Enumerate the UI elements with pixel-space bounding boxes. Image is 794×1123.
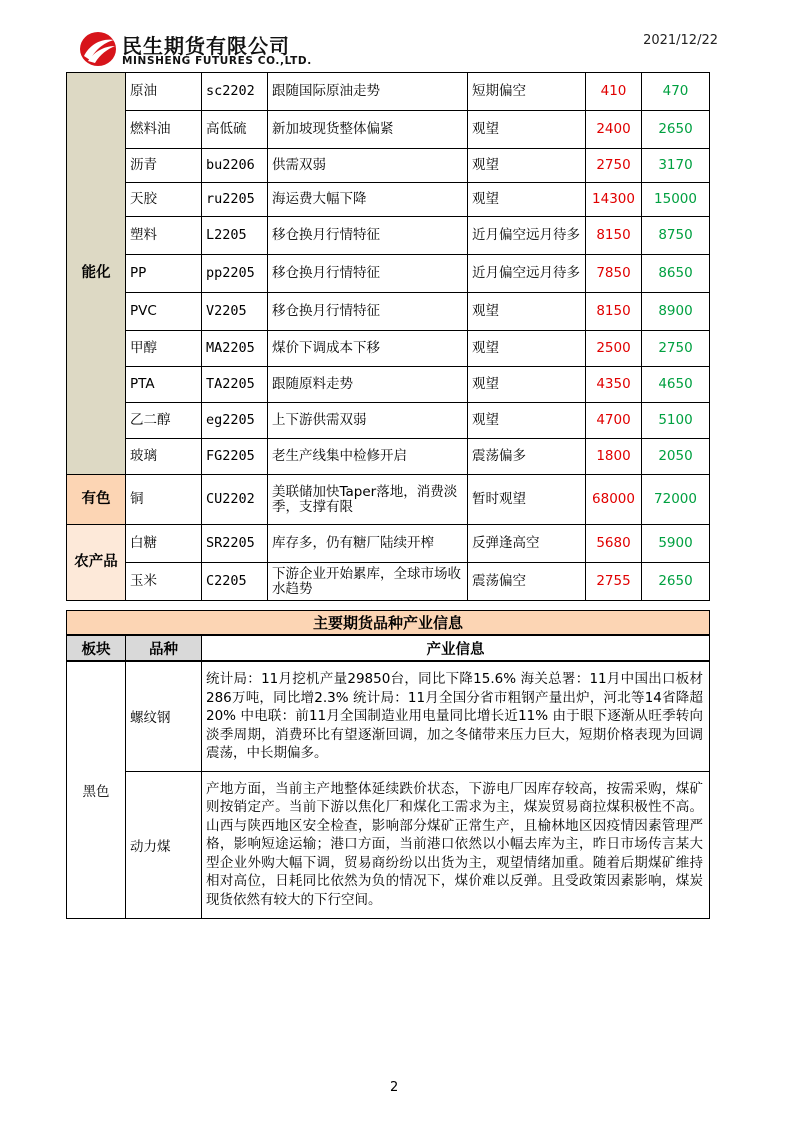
price-driver: 下游企业开始累库，全球市场收水趋势 <box>268 563 468 601</box>
company-logo <box>78 28 318 72</box>
variety-name: 玻璃 <box>126 439 202 475</box>
variety-name: PP <box>126 255 202 293</box>
report-date: 2021/12/22 <box>643 33 718 48</box>
sector-black: 黑色 <box>67 661 126 918</box>
variety-name: 塑料 <box>126 217 202 255</box>
trade-view: 观望 <box>468 293 586 331</box>
variety-name: 燃料油 <box>126 111 202 149</box>
price-driver: 移仓换月行情特征 <box>268 217 468 255</box>
contract-code: L2205 <box>202 217 268 255</box>
strategy-row <box>67 403 710 439</box>
contract-code: MA2205 <box>202 331 268 367</box>
page-number: 2 <box>390 1080 399 1095</box>
strategy-row <box>67 149 710 183</box>
resistance-level: 2650 <box>642 111 710 149</box>
company-name-cn: 民生期货有限公司 <box>122 34 290 58</box>
trade-view: 近月偏空远月待多 <box>468 217 586 255</box>
variety-name: PTA <box>126 367 202 403</box>
price-driver: 库存多，仍有糖厂陆续开榨 <box>268 525 468 563</box>
variety-name: 玉米 <box>126 563 202 601</box>
strategy-row <box>67 563 710 601</box>
contract-code: pp2205 <box>202 255 268 293</box>
price-driver: 海运费大幅下降 <box>268 183 468 217</box>
strategy-row <box>67 475 710 525</box>
contract-code: V2205 <box>202 293 268 331</box>
trade-view: 暂时观望 <box>468 475 586 525</box>
support-level: 8150 <box>586 293 642 331</box>
variety-name: 铜 <box>126 475 202 525</box>
resistance-level: 8650 <box>642 255 710 293</box>
support-level: 1800 <box>586 439 642 475</box>
strategy-row <box>67 439 710 475</box>
minsheng-logo-icon <box>78 30 118 68</box>
strategy-row <box>67 293 710 331</box>
trade-view: 观望 <box>468 331 586 367</box>
variety-thermal-coal: 动力煤 <box>126 771 202 918</box>
strategy-row <box>67 111 710 149</box>
variety-name: 沥青 <box>126 149 202 183</box>
sector-metals: 有色 <box>67 475 126 525</box>
strategy-row <box>67 255 710 293</box>
trade-view: 反弹逢高空 <box>468 525 586 563</box>
variety-name: 原油 <box>126 73 202 111</box>
info-thermal-coal: 产地方面，当前主产地整体延续跌价状态，下游电厂因库存较高，按需采购，煤矿则按销定产。当前下游以焦化厂和煤化工需求为主，煤炭贸易商拉煤积极性不高。山西与陕西地区安全检查，影响部分煤矿正常生产，且榆林地区因疫情因素管理严格，影响短途运输；港口方面，当前港口依然以小幅去库为主，昨日市场传言某大型企业外购大幅下调，贸易商纷纷以出货为主，观望情绪加重。随着后期煤矿维持相对高位，日耗同比依然为负的情况下，煤价难以反弹。且受政策因素影响，煤炭现货依然有较大的下行空间。 <box>202 771 710 918</box>
support-level: 8150 <box>586 217 642 255</box>
trade-view: 观望 <box>468 367 586 403</box>
contract-code: eg2205 <box>202 403 268 439</box>
support-level: 2755 <box>586 563 642 601</box>
price-driver: 供需双弱 <box>268 149 468 183</box>
header-variety: 品种 <box>126 635 202 661</box>
sector-agri: 农产品 <box>67 525 126 601</box>
contract-code: ru2205 <box>202 183 268 217</box>
support-level: 2500 <box>586 331 642 367</box>
contract-code: bu2206 <box>202 149 268 183</box>
industry-info-title: 主要期货品种产业信息 <box>67 611 710 636</box>
header-info: 产业信息 <box>202 635 710 661</box>
support-level: 410 <box>586 73 642 111</box>
resistance-level: 72000 <box>642 475 710 525</box>
strategy-table <box>66 72 710 601</box>
trade-view: 短期偏空 <box>468 73 586 111</box>
resistance-level: 4650 <box>642 367 710 403</box>
variety-name: 白糖 <box>126 525 202 563</box>
trade-view: 震荡偏多 <box>468 439 586 475</box>
resistance-level: 8750 <box>642 217 710 255</box>
price-driver: 煤价下调成本下移 <box>268 331 468 367</box>
sector-energy: 能化 <box>67 73 126 475</box>
price-driver: 美联储加快Taper落地，消费淡季，支撑有限 <box>268 475 468 525</box>
trade-view: 震荡偏空 <box>468 563 586 601</box>
price-driver: 老生产线集中检修开启 <box>268 439 468 475</box>
variety-name: 乙二醇 <box>126 403 202 439</box>
resistance-level: 8900 <box>642 293 710 331</box>
price-driver: 跟随国际原油走势 <box>268 73 468 111</box>
company-name-en: MINSHENG FUTURES CO.,LTD. <box>122 55 312 67</box>
support-level: 4350 <box>586 367 642 403</box>
header-sector: 板块 <box>67 635 126 661</box>
info-rebar: 统计局：11月挖机产量29850台，同比下降15.6% 海关总署：11月中国出口板材286万吨，同比增2.3% 统计局：11月全国分省市粗钢产量出炉，河北等14省降超20% 中电联：前11月全国制造业用电量同比增长近11% 由于眼下逐渐从旺季转向淡季周期，消费环比有望逐渐回调，加之冬储带来压力巨大，短期价格表现为回调震荡，中长期偏多。 <box>202 661 710 771</box>
support-level: 7850 <box>586 255 642 293</box>
support-level: 14300 <box>586 183 642 217</box>
industry-info-table <box>66 610 710 919</box>
price-driver: 上下游供需双弱 <box>268 403 468 439</box>
support-level: 4700 <box>586 403 642 439</box>
contract-code: C2205 <box>202 563 268 601</box>
support-level: 5680 <box>586 525 642 563</box>
price-driver: 移仓换月行情特征 <box>268 293 468 331</box>
resistance-level: 3170 <box>642 149 710 183</box>
strategy-row <box>67 73 710 111</box>
contract-code: CU2202 <box>202 475 268 525</box>
contract-code: TA2205 <box>202 367 268 403</box>
resistance-level: 5100 <box>642 403 710 439</box>
trade-view: 观望 <box>468 111 586 149</box>
resistance-level: 470 <box>642 73 710 111</box>
trade-view: 观望 <box>468 149 586 183</box>
strategy-row <box>67 525 710 563</box>
support-level: 2750 <box>586 149 642 183</box>
resistance-level: 2650 <box>642 563 710 601</box>
strategy-row <box>67 331 710 367</box>
variety-name: 甲醇 <box>126 331 202 367</box>
strategy-row <box>67 217 710 255</box>
contract-code: FG2205 <box>202 439 268 475</box>
trade-view: 观望 <box>468 183 586 217</box>
variety-rebar: 螺纹钢 <box>126 661 202 771</box>
support-level: 2400 <box>586 111 642 149</box>
resistance-level: 15000 <box>642 183 710 217</box>
strategy-row <box>67 367 710 403</box>
price-driver: 移仓换月行情特征 <box>268 255 468 293</box>
trade-view: 观望 <box>468 403 586 439</box>
variety-name: 天胶 <box>126 183 202 217</box>
contract-code: sc2202 <box>202 73 268 111</box>
resistance-level: 2050 <box>642 439 710 475</box>
price-driver: 新加坡现货整体偏紧 <box>268 111 468 149</box>
variety-name: PVC <box>126 293 202 331</box>
trade-view: 近月偏空远月待多 <box>468 255 586 293</box>
contract-code: SR2205 <box>202 525 268 563</box>
strategy-row <box>67 183 710 217</box>
resistance-level: 2750 <box>642 331 710 367</box>
support-level: 68000 <box>586 475 642 525</box>
resistance-level: 5900 <box>642 525 710 563</box>
contract-code: 高低硫 <box>202 111 268 149</box>
price-driver: 跟随原料走势 <box>268 367 468 403</box>
